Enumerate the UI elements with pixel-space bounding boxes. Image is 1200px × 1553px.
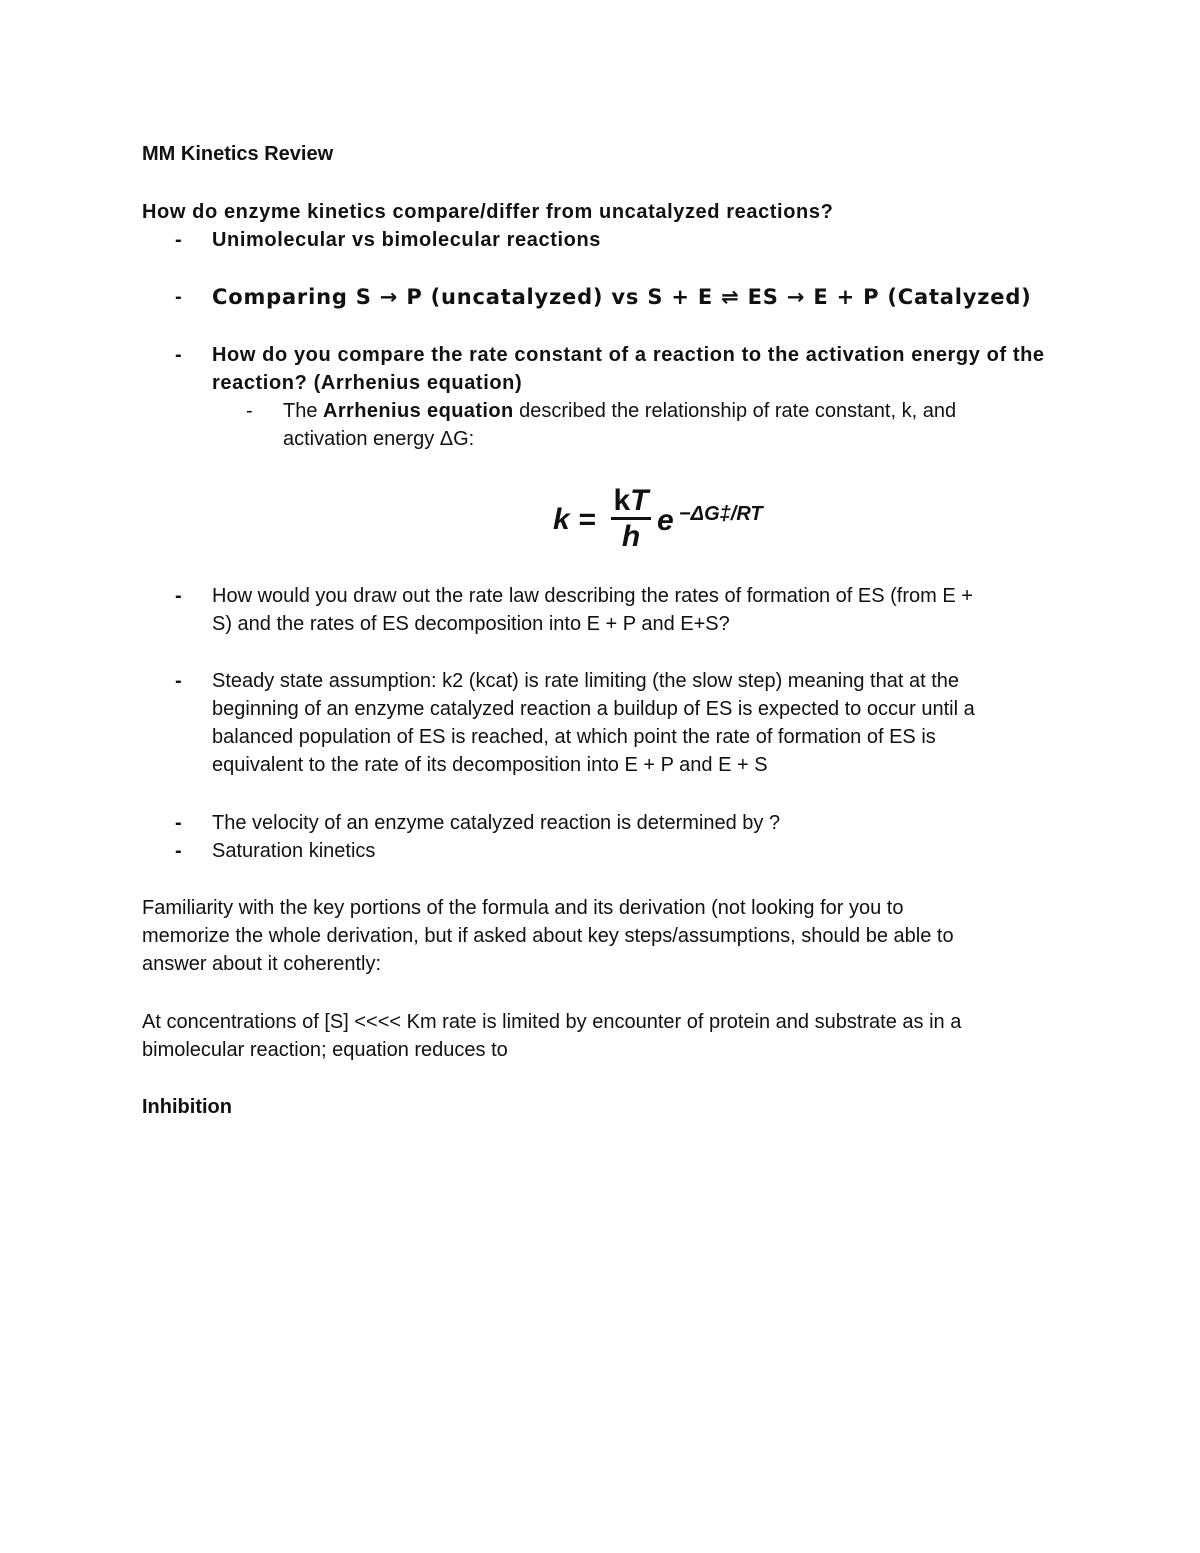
- arrhenius-formula: [553, 478, 813, 568]
- bullet-dash: -: [175, 286, 182, 308]
- formula-boltzmann-k: k: [613, 484, 631, 517]
- bullet-saturation: Saturation kinetics: [212, 840, 376, 862]
- formula-temperature: T: [630, 484, 649, 517]
- bullet-rate-constant-line1: How do you compare the rate constant of a reaction to the activation energy of the: [212, 344, 1045, 366]
- paragraph-familiarity-line1: Familiarity with the key portions of the formula and its derivation (not looking for you to: [142, 897, 904, 919]
- formula-denominator: h: [621, 520, 641, 553]
- bullet-steady-state-line4: equivalent to the rate of its decomposition into E + P and E + S: [212, 754, 768, 776]
- bullet-dash: -: [175, 840, 182, 862]
- bullet-comparing-reactions: Comparing S → P (uncatalyzed) vs S + E ⇌ ES → E + P (Catalyzed): [212, 285, 1032, 309]
- question-heading: How do enzyme kinetics compare/differ from uncatalyzed reactions?: [142, 201, 834, 223]
- bullet-dash: -: [175, 229, 182, 251]
- formula-exp-base: e: [657, 504, 674, 537]
- sub-bullet-text: The: [283, 400, 324, 422]
- paragraph-concentration-line1: At concentrations of [S] <<<< Km rate is limited by encounter of protein and substrate as in a: [142, 1011, 962, 1033]
- bullet-dash: -: [175, 585, 182, 607]
- bullet-steady-state-line2: beginning of an enzyme catalyzed reaction a buildup of ES is expected to occur until a: [212, 698, 975, 720]
- formula-numerator: [609, 484, 653, 518]
- bullet-unimolecular: Unimolecular vs bimolecular reactions: [212, 229, 601, 251]
- sub-bullet-arrhenius-line2: activation energy ΔG:: [283, 428, 475, 450]
- bullet-dash: -: [175, 670, 182, 692]
- bullet-dash: -: [175, 344, 182, 366]
- bullet-dash: -: [175, 812, 182, 834]
- sub-bullet-dash: -: [246, 400, 253, 422]
- bullet-steady-state-line1: Steady state assumption: k2 (kcat) is rate limiting (the slow step) meaning that at the: [212, 670, 960, 692]
- arrhenius-term: Arrhenius equation: [323, 400, 514, 422]
- paragraph-concentration-line2: bimolecular reaction; equation reduces to: [142, 1039, 508, 1061]
- document-title: MM Kinetics Review: [142, 143, 334, 165]
- bullet-rate-law-line1: How would you draw out the rate law describing the rates of formation of ES (from E +: [212, 585, 973, 607]
- bullet-velocity: The velocity of an enzyme catalyzed reaction is determined by ?: [212, 812, 781, 834]
- heading-inhibition: Inhibition: [142, 1096, 232, 1118]
- bullet-steady-state-line3: balanced population of ES is reached, at which point the rate of formation of ES is: [212, 726, 936, 748]
- paragraph-familiarity-line2: memorize the whole derivation, but if asked about key steps/assumptions, should be able to: [142, 925, 954, 947]
- bullet-rate-law-line2: S) and the rates of ES decomposition into E + P and E+S?: [212, 613, 730, 635]
- formula-exponent: −ΔG‡/RT: [679, 503, 763, 525]
- formula-lhs: k =: [553, 503, 596, 536]
- sub-bullet-text: described the relationship of rate constant, k, and: [513, 400, 957, 422]
- paragraph-familiarity-line3: answer about it coherently:: [142, 953, 382, 975]
- bullet-rate-constant-line2: reaction? (Arrhenius equation): [212, 372, 523, 394]
- sub-bullet-arrhenius-line1: [283, 397, 956, 425]
